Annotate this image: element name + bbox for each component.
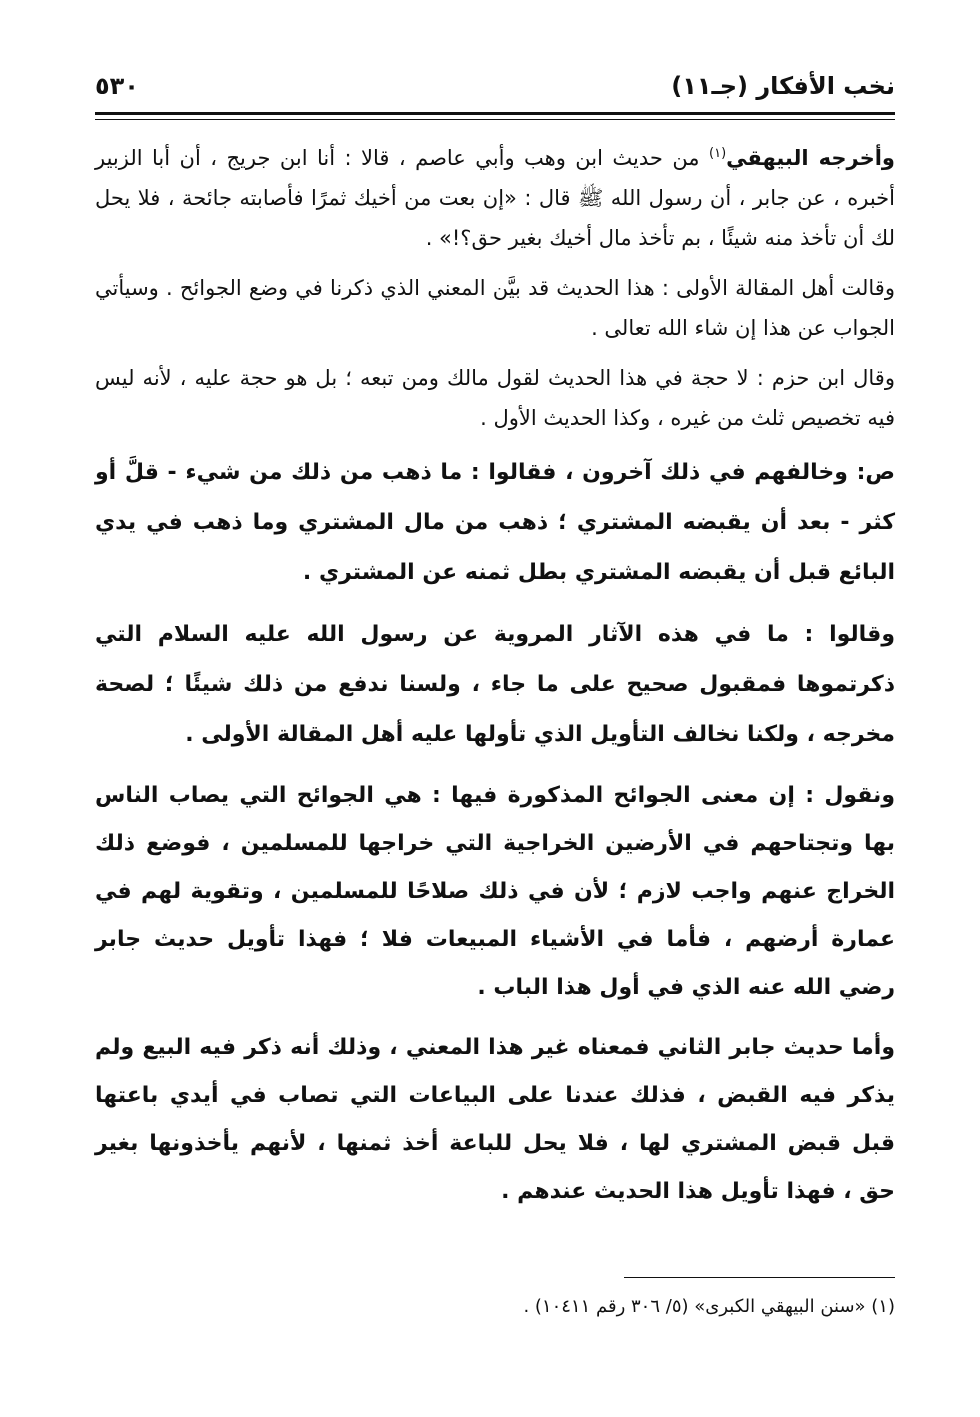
paragraph-text: ونقول : إن معنى الجوائح المذكورة فيها : هي الجوائح التي يصاب الناس بها وتجتاحهم في الأرضين الخراجية التي خراجها للمسلمين ، فوضع ذلك الخراج عنهم واجب لازم ؛ لأن في ذلك صلاحًا للمسلمين ، وتقوية لهم في عمارة أرضهم ، فأما في الأشياء المبيعات فلا ؛ فهذا تأويل حديث جابر رضي الله عنه الذي في أول هذا الباب . [95, 783, 895, 1000]
paragraph-text: وقال ابن حزم : لا حجة في هذا الحديث لقول مالك ومن تبعه ؛ بل هو حجة عليه ، لأنه ليس فيه تخصيص ثلث من غيره ، وكذا الحديث الأول . [95, 366, 895, 430]
paragraph-bayhaqi [95, 138, 895, 258]
paragraph-first-opinion [95, 268, 895, 348]
paragraph-matn [95, 448, 895, 598]
page-body [95, 138, 895, 1228]
paragraph-we-say [95, 772, 895, 1012]
paragraph-text: وأما حديث جابر الثاني فمعناه غير هذا المعني ، وذلك أنه ذكر فيه البيع ولم يذكر فيه القبض ، فذلك عندنا على البياعات التي تصاب في أيدي باعتها قبل قبض المشتري لها ، فلا يحل للباعة أخذ ثمنها ، لأنهم يأخذونها بغير حق ، فهذا تأويل هذا الحديث عندهم . [95, 1035, 895, 1204]
footnote: (١) «سنن البيهقي الكبرى» (٥/ ٣٠٦ رقم ١٠٤١١) . [523, 1296, 895, 1317]
header-rule-thin [95, 119, 895, 120]
paragraph-text: من حديث ابن وهب وأبي عاصم ، قالا : أنا ابن جريج ، أن أبا الزبير أخبره ، عن جابر ، أن رسول الله ﷺ قال : «إن بعت من أخيك ثمرًا فأصابته جائحة ، فلا يحل لك أن تأخذ منه شيئًا ، بم تأخذ مال أخيك بغير حق؟!» . [95, 146, 895, 250]
page-number: ٥٣٠ [95, 72, 139, 100]
footnote-ref[interactable]: (١) [709, 146, 727, 161]
paragraph-text: وخالفهم في ذلك آخرون ، فقالوا : ما ذهب من ذلك من شيء - قلَّ أو كثر - بعد أن يقبضه المشتري ؛ ذهب من مال المشتري وما ذهب في يدي البائع قبل أن يقبضه المشتري بطل ثمنه عن المشتري . [95, 460, 895, 585]
paragraph-they-said [95, 610, 895, 760]
book-title: نخب الأفكار (جـ١١) [671, 72, 895, 100]
paragraph-lead: ص: [856, 460, 895, 485]
paragraph-lead: وأخرجه البيهقي [726, 146, 895, 170]
paragraph-jabir-second [95, 1024, 895, 1216]
header-rule-thick [95, 112, 895, 115]
page-header [95, 66, 895, 106]
paragraph-text: وقالوا : ما في هذه الآثار المروية عن رسول الله عليه السلام التي ذكرتموها فمقبول صحيح على ما جاء ، ولسنا ندفع من ذلك شيئًا ؛ لصحة مخرجه ، ولكنا نخالف التأويل الذي تأولها عليه أهل المقالة الأولى . [95, 622, 895, 747]
paragraph-ibn-hazm [95, 358, 895, 438]
footnote-rule [624, 1277, 895, 1278]
paragraph-text: وقالت أهل المقالة الأولى : هذا الحديث قد بيَّن المعني الذي ذكرنا في وضع الجوائح . وسيأتي الجواب عن هذا إن شاء الله تعالى . [95, 276, 895, 340]
